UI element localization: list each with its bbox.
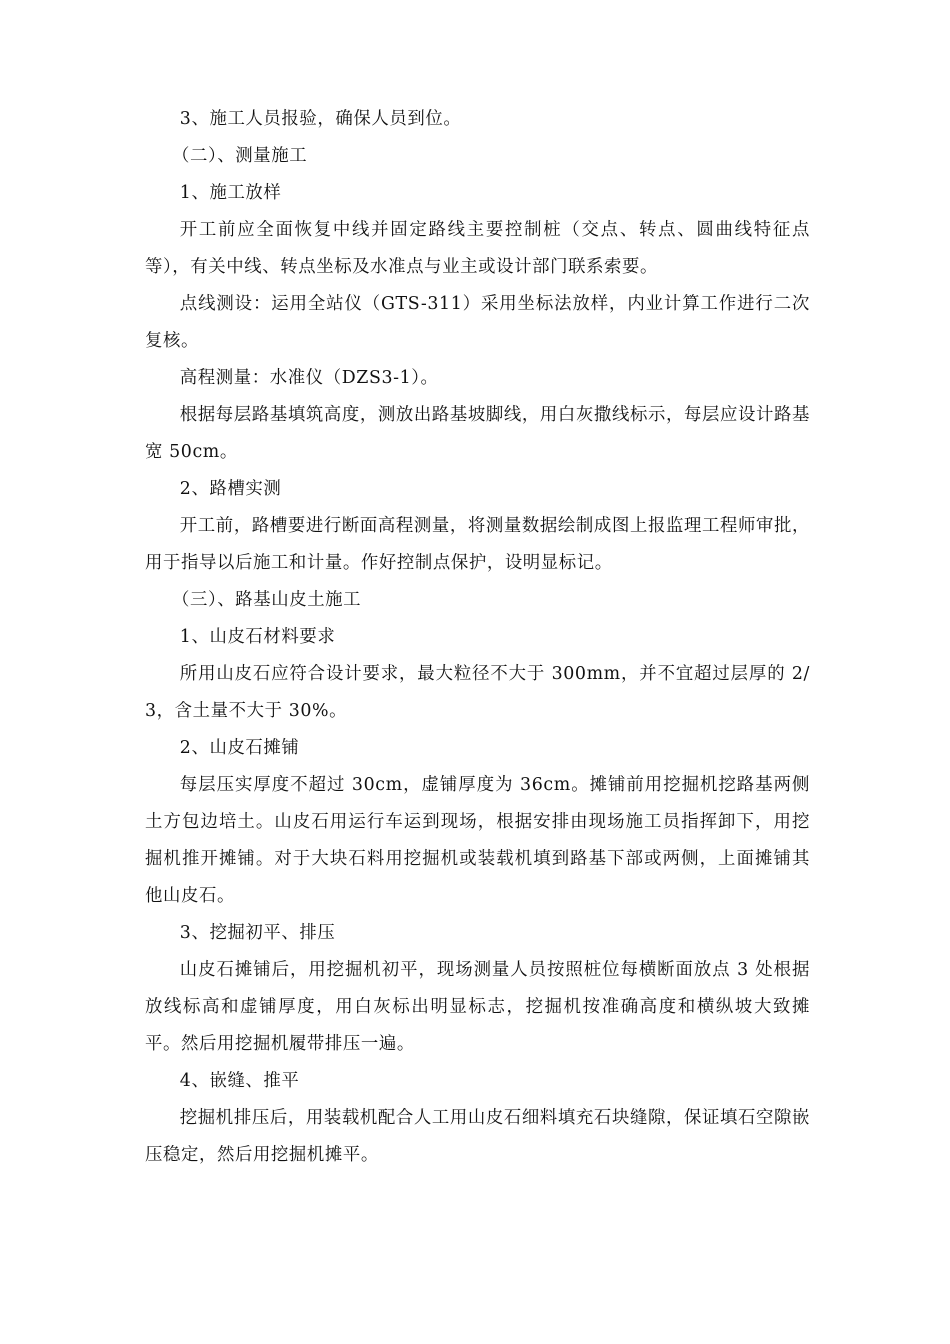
section-heading-survey: （二）、测量施工 [171,146,308,166]
document-body [145,101,810,1174]
subheading-spreading: 2、山皮石摊铺 [179,738,300,758]
subheading-material-requirements: 1、山皮石材料要求 [179,627,336,647]
subheading-layout: 1、施工放样 [179,183,282,203]
paragraph-initial-leveling: 山皮石摊铺后，用挖掘机初平，现场测量人员按照桩位每横断面放点 3 处根据放线标高和虚铺厚度，用白灰标出明显标志，挖掘机按准确高度和横纵坡大致摊平。然后用挖掘机履带排压一遍。 [145,960,810,1054]
paragraph-trough-section: 开工前，路槽要进行断面高程测量，将测量数据绘制成图上报监理工程师审批，用于指导以后施工和计量。作好控制点保护，设明显标记。 [145,516,810,573]
paragraph-elevation-survey: 高程测量：水准仪（DZS3-1）。 [179,368,439,388]
subheading-trough-survey: 2、路槽实测 [179,479,282,499]
subheading-initial-leveling: 3、挖掘初平、排压 [179,923,336,943]
subheading-joint-filling: 4、嵌缝、推平 [179,1071,300,1091]
paragraph-joint-filling: 挖掘机排压后，用装载机配合人工用山皮石细料填充石块缝隙，保证填石空隙嵌压稳定，然后用挖掘机摊平。 [145,1108,810,1165]
paragraph-material-spec: 所用山皮石应符合设计要求，最大粒径不大于 300mm，并不宜超过层厚的 2/3，含土量不大于 30%。 [145,664,810,721]
list-item-personnel-inspection: 3、施工人员报验，确保人员到位。 [179,109,462,129]
paragraph-slope-toe-line: 根据每层路基填筑高度，测放出路基坡脚线，用白灰撒线标示，每层应设计路基宽 50cm。 [145,405,810,462]
paragraph-point-line-survey: 点线测设：运用全站仪（GTS-311）采用坐标法放样，内业计算工作进行二次复核。 [145,294,810,351]
section-heading-roadbed: （三）、路基山皮土施工 [171,590,362,610]
paragraph-restore-centerline: 开工前应全面恢复中线并固定路线主要控制桩（交点、转点、圆曲线特征点等），有关中线、转点坐标及水准点与业主或设计部门联系索要。 [145,220,810,277]
paragraph-spreading: 每层压实厚度不超过 30cm，虚铺厚度为 36cm。摊铺前用挖掘机挖路基两侧土方包边培土。山皮石用运行车运到现场，根据安排由现场施工员指挥卸下，用挖掘机推开摊铺。对于大块石料用挖掘机或装载机填到路基下部或两侧，上面摊铺其他山皮石。 [145,775,810,906]
